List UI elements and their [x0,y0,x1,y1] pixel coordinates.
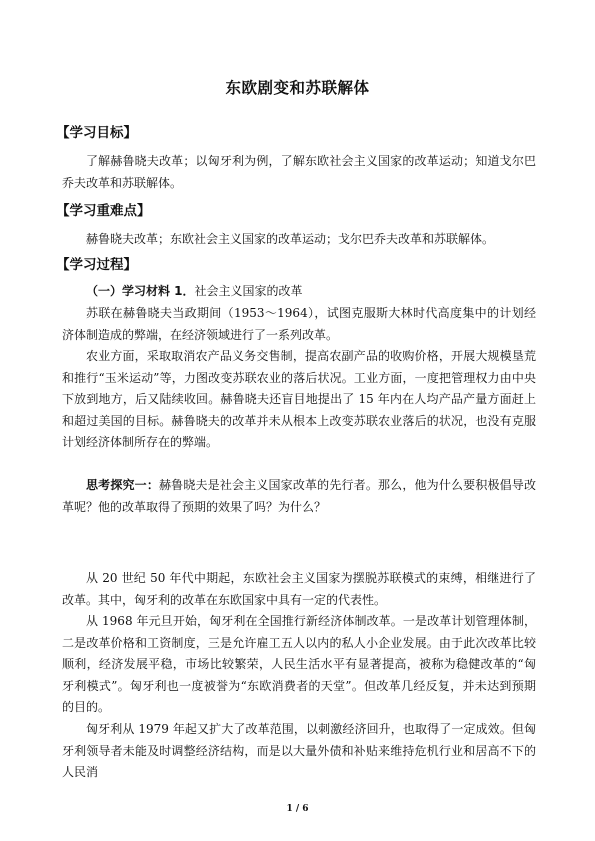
material-title: 社会主义国家的改革 [194,284,303,298]
objectives-text: 了解赫鲁晓夫改革；以匈牙利为例，了解东欧社会主义国家的改革运动；知道戈尔巴乔夫改革和苏联解体。 [62,154,536,190]
question-label: 思考探究一： [86,478,159,492]
material-paragraph-1: 苏联在赫鲁晓夫当政期间（1953～1964），试图克服斯大林时代高度集中的计划经济体制造成的弊端，在经济领域进行了一系列改革。 [62,306,536,342]
key-points-heading: 【学习重难点】 [56,203,151,219]
key-points-text: 赫鲁晓夫改革；东欧社会主义国家的改革运动；戈尔巴乔夫改革和苏联解体。 [86,232,495,246]
material-line [86,281,536,303]
hungary-paragraph-2: 从 1968 年元旦开始，匈牙利在全国推行新经济体制改革。一是改革计划管理体制，二是改革价格和工资制度，三是允许雇工五人以内的私人小企业发展。由于此次改革比较顺利，经济发展平稳，市场比较繁荣，人民生活水平有显著提高，被称为稳健改革的“匈牙利模式”。匈牙利也一度被誉为“东欧消费者的天堂”。但改革几经反复，并未达到预期的目的。 [62,614,536,714]
objectives-heading: 【学习目标】 [56,125,137,141]
question-text: 赫鲁晓夫是社会主义国家改革的先行者。那么，他为什么要积极倡导改革呢？他的改革取得了预期的效果了吗？为什么？ [62,478,536,514]
process-heading: 【学习过程】 [56,257,137,273]
question-block [62,475,536,518]
page-number: 1 / 6 [286,804,309,814]
material-paragraph-2: 农业方面，采取取消农产品义务交售制，提高农副产品的收购价格，开展大规模垦荒和推行“玉米运动”等，力图改变苏联农业的落后状况。工业方面，一度把管理权力由中央下放到地方，后又陆续收回。赫鲁晓夫还盲目地提出了 15 年内在人均产品产量方面赶上和超过美国的目标。赫鲁晓夫的改革并未从根本上改变苏联农业落后的状况，也没有克服计划经济体制所存在的弊端。 [62,349,536,449]
hungary-paragraph-3: 匈牙利从 1979 年起又扩大了改革范围，以刺激经济回升，也取得了一定成效。但匈牙利领导者未能及时调整经济结构，而是以大量外债和补贴来维持危机行业和居高不下的人民消 [62,722,536,779]
hungary-paragraph-1: 从 20 世纪 50 年代中期起，东欧社会主义国家为摆脱苏联模式的束缚，相继进行了改革。其中，匈牙利的改革在东欧国家中具有一定的代表性。 [62,571,536,607]
page-title: 东欧剧变和苏联解体 [225,79,370,97]
material-label: （一）学习材料 1． [86,284,195,298]
